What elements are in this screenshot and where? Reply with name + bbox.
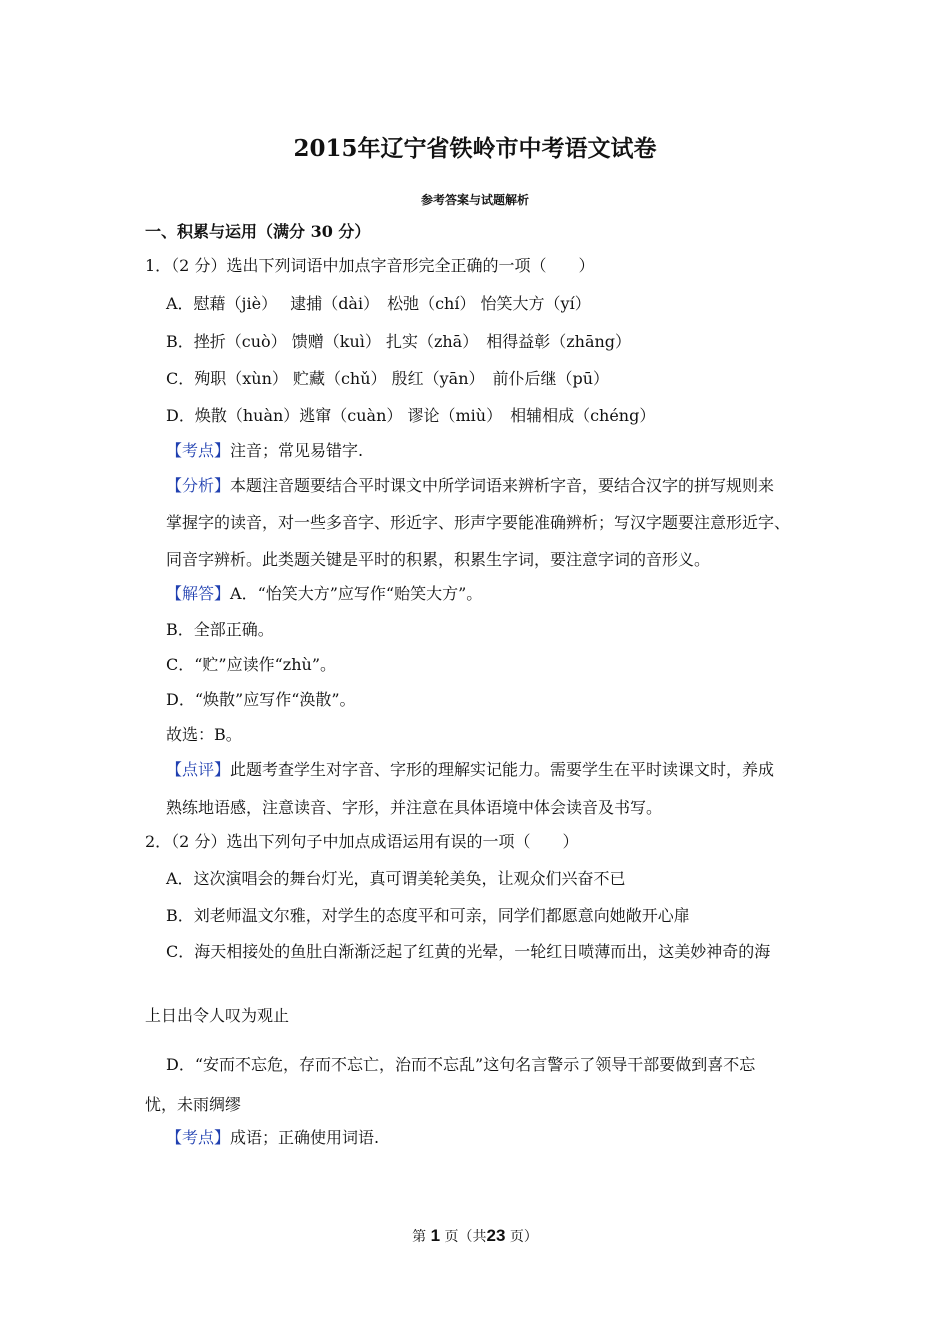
question-2-option-d-line-1: D．“安而不忘危，存而不忘亡，治而不忘乱”这句名言警示了领导干部要做到喜不忘 xyxy=(166,1055,756,1074)
q1-fenxi-line-1 xyxy=(166,476,774,496)
footer-suffix: 页） xyxy=(509,1229,538,1245)
question-2-option-d-line-2: 忧，未雨绸缪 xyxy=(145,1095,242,1114)
question-1-option-c: C．殉职（xùn） 贮藏（chǔ） 殷红（yān） 前仆后继（pū） xyxy=(166,369,610,388)
fenxi-text: 本题注音题要结合平时课文中所学词语来辨析字音，要结合汉字的拼写规则来 xyxy=(230,476,775,495)
jieda-text: A．“怡笑大方”应写作“贻笑大方”。 xyxy=(230,584,483,603)
q2-kaodian xyxy=(166,1128,379,1148)
page-number: 1 xyxy=(430,1226,441,1245)
question-2-option-b: B．刘老师温文尔雅，对学生的态度平和可亲，同学们都愿意向她敞开心扉 xyxy=(166,906,690,925)
q1-fenxi-line-3: 同音字辨析。此类题关键是平时的积累，积累生字词，要注意字词的音形义。 xyxy=(166,550,711,569)
kaodian-text: 注音；常见易错字. xyxy=(230,441,364,460)
question-2-option-c-line-2: 上日出令人叹为观止 xyxy=(145,1006,290,1025)
question-2-stem: 2．（2 分）选出下列句子中加点成语运用有误的一项（ ） xyxy=(145,832,579,851)
question-1-option-a: A．慰藉（jiè） 逮捕（dài） 松弛（chí） 怡笑大方（yí） xyxy=(166,294,591,313)
kaodian-text: 成语；正确使用词语. xyxy=(230,1128,380,1147)
question-2-option-c-line-1: C．海天相接处的鱼肚白渐渐泛起了红黄的光晕，一轮红日喷薄而出，这美妙神奇的海 xyxy=(166,942,771,961)
q1-dianping-line-1 xyxy=(166,760,774,780)
page-footer xyxy=(0,1226,950,1247)
q1-jieda-line-2: B．全部正确。 xyxy=(166,620,274,639)
q1-jieda-line-3: C．“贮”应读作“zhù”。 xyxy=(166,655,337,674)
q1-dianping-line-2: 熟练地语感，注意读音、字形，并注意在具体语境中体会读音及书写。 xyxy=(166,798,663,817)
kaodian-tag: 【考点】 xyxy=(166,441,231,460)
dianping-tag: 【点评】 xyxy=(166,760,231,779)
page-title: 2015年辽宁省铁岭市中考语文试卷 xyxy=(293,135,657,162)
total-pages: 23 xyxy=(486,1226,506,1245)
q1-answer: 故选：B。 xyxy=(166,725,242,744)
section-heading: 一、积累与运用（满分 30 分） xyxy=(145,222,371,241)
jieda-tag: 【解答】 xyxy=(166,584,231,603)
question-1-option-d: D．焕散（huàn）逃窜（cuàn） 谬论（miù） 相辅相成（chéng） xyxy=(166,406,656,425)
page-subtitle: 参考答案与试题解析 xyxy=(420,193,529,207)
fenxi-tag: 【分析】 xyxy=(166,476,231,495)
q1-jieda-line-4: D．“焕散”应写作“涣散”。 xyxy=(166,690,356,709)
q1-fenxi-line-2: 掌握字的读音，对一些多音字、形近字、形声字要能准确辨析；写汉字题要注意形近字、 xyxy=(166,513,791,532)
dianping-text: 此题考查学生对字音、字形的理解实记能力。需要学生在平时读课文时，养成 xyxy=(230,760,775,779)
question-2-option-a: A．这次演唱会的舞台灯光，真可谓美轮美奂，让观众们兴奋不已 xyxy=(166,869,626,888)
footer-prefix: 第 xyxy=(412,1229,427,1245)
q1-jieda-line-1 xyxy=(166,584,482,604)
question-1-stem: 1．（2 分）选出下列词语中加点字音形完全正确的一项（ ） xyxy=(145,256,595,275)
question-1-option-b: B．挫折（cuò） 馈赠（kuì） 扎实（zhā） 相得益彰（zhāng） xyxy=(166,332,632,351)
footer-mid: 页（共 xyxy=(444,1229,487,1245)
q1-kaodian xyxy=(166,441,363,461)
kaodian-tag: 【考点】 xyxy=(166,1128,231,1147)
